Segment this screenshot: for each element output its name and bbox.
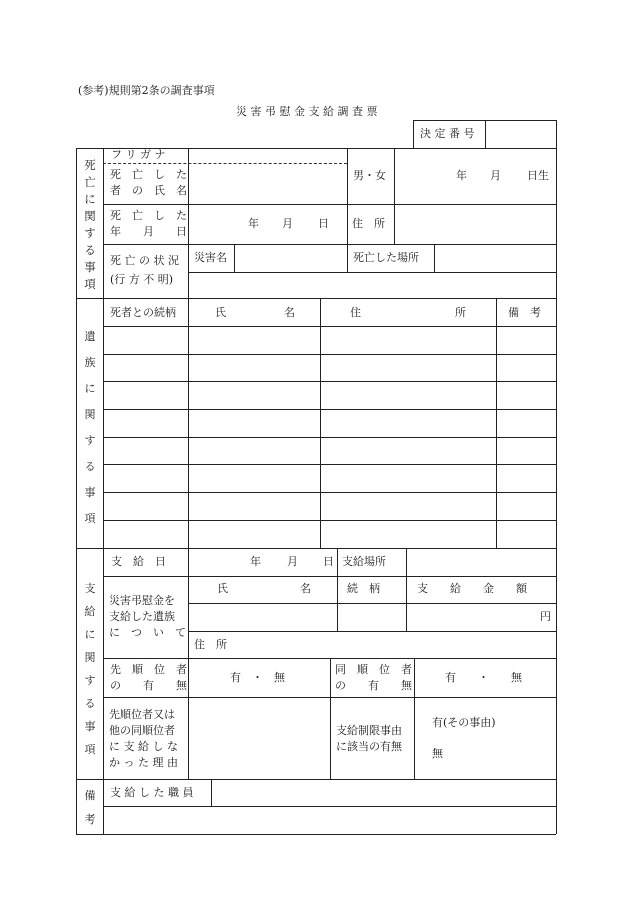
family-col-1 <box>188 298 189 548</box>
death-status-field[interactable] <box>190 274 554 296</box>
notes-side-char: 備 <box>84 789 96 802</box>
recipient-col-amount: 支 給 金 額 <box>417 582 527 595</box>
family-side-char: 関 <box>84 408 96 421</box>
payment-side-char: 支 <box>84 582 96 595</box>
death-row-2 <box>103 244 556 245</box>
pay-day-label: 日 <box>323 555 334 568</box>
staff-row <box>103 806 556 807</box>
decision-number-field[interactable] <box>487 122 554 146</box>
section-divider-2 <box>76 548 556 549</box>
birth-day-label: 日生 <box>527 169 549 182</box>
reason-field[interactable] <box>190 699 328 777</box>
birth-year-label: 年 <box>456 169 467 182</box>
payment-side-char: す <box>84 674 96 687</box>
recipient-amount-field[interactable] <box>408 605 538 629</box>
same-rank-label-2: の 有 無 <box>335 679 412 692</box>
death-label-col <box>188 148 189 298</box>
pay-date-field[interactable] <box>190 550 335 574</box>
reason-label-4: か っ た 理 由 <box>109 756 178 769</box>
death-date-label-2: 年 月 日 <box>110 225 187 238</box>
death-section-label: 死亡に関する事項 <box>84 158 96 291</box>
form-title: 災 害 弔 慰 金 支 給 調 査 票 <box>236 105 378 118</box>
family-section-label <box>82 330 98 538</box>
deceased-name-field[interactable] <box>190 166 345 202</box>
limit-label-2: に該当の有無 <box>336 740 402 753</box>
same-rank-label-1: 同 順 位 者 <box>335 663 412 676</box>
payment-side-char: 給 <box>84 605 96 618</box>
staff-label-col <box>211 779 212 806</box>
payment-section-label <box>82 582 98 766</box>
death-year-label: 年 <box>248 217 259 230</box>
family-row <box>103 464 556 465</box>
notes-field[interactable] <box>105 808 554 832</box>
family-row <box>103 409 556 410</box>
birth-month-label: 月 <box>490 169 501 182</box>
payment-side-char: 事 <box>84 720 96 733</box>
family-row <box>103 354 556 355</box>
deceased-name-label-2: 者 の 氏 名 <box>110 184 187 197</box>
reason-label-3: に 支 給 し な <box>109 740 178 753</box>
payment-side-char: に <box>84 628 96 641</box>
senior-option[interactable]: 有 ・ 無 <box>230 671 285 684</box>
furigana-label: フ リ ガ ナ <box>111 148 166 161</box>
family-side-char: す <box>84 434 96 447</box>
family-side-char: 遺 <box>84 330 96 343</box>
pay-row-1 <box>103 576 556 577</box>
death-month-label: 月 <box>282 217 293 230</box>
notes-side-char: 考 <box>84 813 96 826</box>
family-col-remarks: 備 考 <box>508 306 541 319</box>
recipient-address-field[interactable] <box>240 633 554 656</box>
family-row <box>103 520 556 521</box>
pay-place-col <box>337 548 338 576</box>
death-date-label-1: 死 亡 し た <box>110 209 187 222</box>
section-divider-3 <box>76 779 556 780</box>
deceased-address-field[interactable] <box>396 206 554 242</box>
payment-side-char: る <box>84 697 96 710</box>
family-row <box>103 437 556 438</box>
place-col <box>347 244 348 272</box>
side-label-divider <box>103 148 104 834</box>
family-row <box>103 381 556 382</box>
staff-label: 支 給 し た 職 員 <box>110 786 194 799</box>
pay-year-label: 年 <box>250 555 261 568</box>
furigana-field[interactable] <box>190 150 345 162</box>
yen-label: 円 <box>540 610 551 623</box>
recipient-label-1: 災害弔慰金を <box>109 594 175 607</box>
senior-label-2: の 有 無 <box>110 679 187 692</box>
limit-yes-option[interactable]: 有(その事由) <box>432 716 496 729</box>
recipient-label-3: に つ い て <box>109 626 186 639</box>
pay-label-col <box>188 548 189 779</box>
same-rank-option[interactable]: 有 ・ 無 <box>445 671 522 684</box>
death-row-1 <box>103 204 556 205</box>
family-col-name-b: 名 <box>284 306 295 319</box>
family-row <box>103 326 556 327</box>
pay-month-label: 月 <box>287 555 298 568</box>
furigana-dash <box>103 163 347 164</box>
pay-place-label-col <box>406 548 407 576</box>
pay-row-5 <box>103 697 556 698</box>
senior-label-1: 先 順 位 者 <box>110 663 187 676</box>
addr-label-col <box>394 204 395 244</box>
disaster-name-label: 災害名 <box>194 251 227 264</box>
recipient-label-2: 支給した遺族 <box>109 610 175 623</box>
recipient-col-relation: 続 柄 <box>347 582 380 595</box>
family-side-char: 事 <box>84 486 96 499</box>
payment-side-char: 関 <box>84 651 96 664</box>
death-day-label: 日 <box>318 217 329 230</box>
sex-col-right <box>394 148 395 204</box>
death-row-3 <box>188 272 556 273</box>
place-label-col <box>434 244 435 272</box>
staff-field[interactable] <box>213 781 554 804</box>
order-col-1 <box>330 658 331 779</box>
limit-label-1: 支給制限事由 <box>336 724 402 737</box>
decision-box-mid <box>485 120 486 148</box>
recipient-col-name-a: 氏 <box>217 582 228 595</box>
family-col-name-a: 氏 <box>215 306 226 319</box>
notes-section-label <box>82 789 98 837</box>
payment-side-char: 項 <box>84 743 96 756</box>
disaster-label-col <box>234 244 235 272</box>
pay-place-label: 支給場所 <box>342 555 386 568</box>
deceased-address-label: 住 所 <box>352 217 385 230</box>
family-col-2 <box>320 298 321 548</box>
pay-row-2 <box>188 603 556 604</box>
decision-box-left <box>413 120 414 148</box>
frame-bottom <box>76 834 556 835</box>
death-status-label-1: 死 亡 の 状 況 <box>110 254 179 267</box>
birth-date-field[interactable] <box>396 150 554 202</box>
section-divider-1 <box>76 298 556 299</box>
family-side-char: 族 <box>84 356 96 369</box>
family-col-address-b: 所 <box>455 306 466 319</box>
frame-left <box>76 148 77 834</box>
sex-col-left <box>347 148 348 204</box>
family-col-address-a: 住 <box>350 306 361 319</box>
limit-no-option[interactable]: 無 <box>432 747 443 760</box>
family-side-char: る <box>84 460 96 473</box>
limit-col <box>414 697 415 779</box>
frame-right <box>556 148 557 834</box>
death-place-label: 死亡した場所 <box>353 251 419 264</box>
death-status-label-2: (行 方 不 明) <box>110 273 174 286</box>
reference-note: (参考)規則第2条の調査事項 <box>78 84 215 97</box>
family-col-3 <box>496 298 497 548</box>
decision-number-label: 決 定 番 号 <box>420 127 475 140</box>
recipient-name-field[interactable] <box>190 605 335 629</box>
family-col-relation: 死者との続柄 <box>110 306 176 319</box>
addr-col <box>347 204 348 244</box>
pay-place-field[interactable] <box>408 550 554 574</box>
family-side-char: 項 <box>84 512 96 525</box>
recipient-relation-field[interactable] <box>339 605 404 629</box>
family-side-char: に <box>84 382 96 395</box>
recipient-col-name-b: 名 <box>300 582 311 595</box>
decision-box-right <box>556 120 557 148</box>
pay-date-label: 支 給 日 <box>111 555 166 568</box>
death-date-field[interactable] <box>190 206 345 242</box>
reason-label-1: 先順位者又は <box>109 708 175 721</box>
deceased-name-label-1: 死 亡 し た <box>110 168 187 181</box>
disaster-name-field[interactable] <box>236 246 345 270</box>
reason-label-2: 他の同順位者 <box>109 724 175 737</box>
death-place-field[interactable] <box>436 246 554 270</box>
family-row <box>103 492 556 493</box>
order-col-2 <box>414 658 415 697</box>
recipient-address-label: 住 所 <box>194 638 227 651</box>
sex-option[interactable]: 男・女 <box>353 169 386 182</box>
pay-row-3 <box>188 631 556 632</box>
